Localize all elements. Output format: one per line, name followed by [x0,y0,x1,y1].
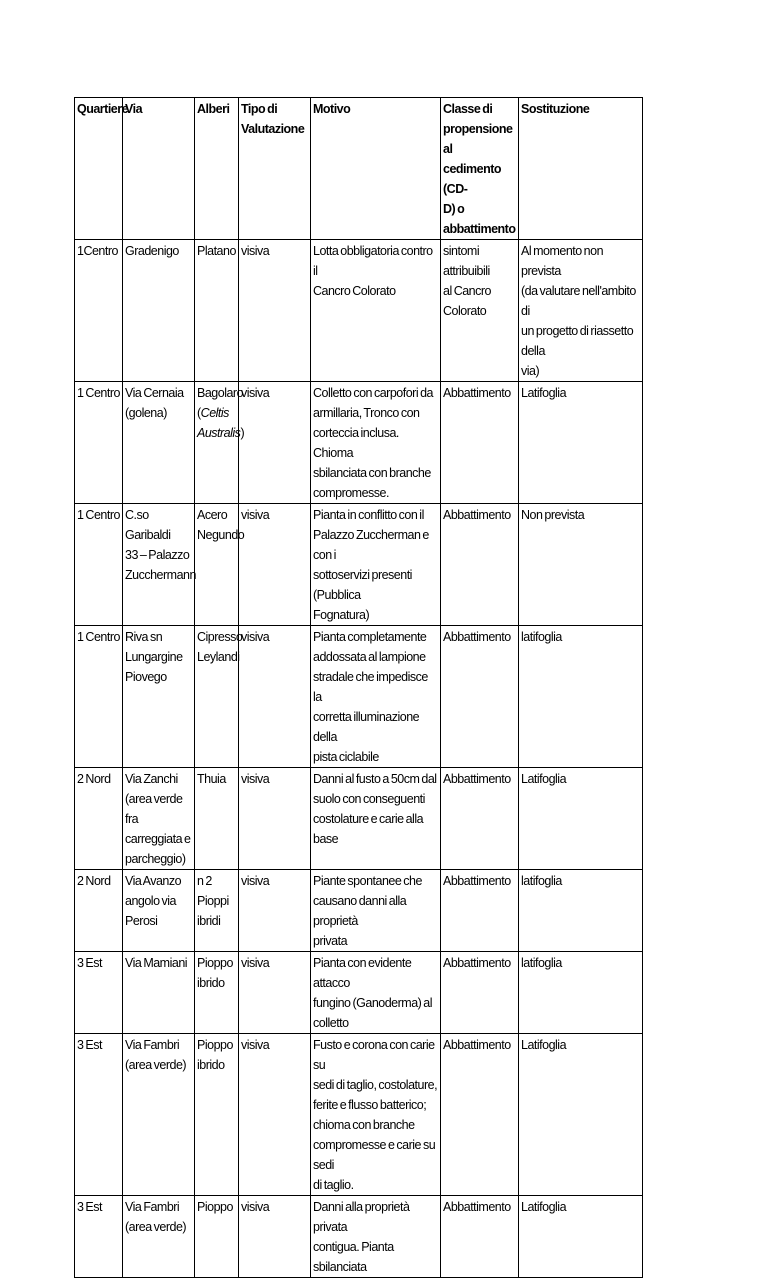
cell-motivo: Fusto e corona con carie su sedi di taglio, costolature, ferite e flusso batterico; chioma con branche compromesse e carie su sedi di taglio. [311,1034,441,1196]
cell-alberi: Cipresso Leylandi [195,626,239,768]
cell-sostituzione: Non prevista [519,504,643,626]
cell-via: Via Zanchi (area verde fra carreggiata e parcheggio) [123,768,195,870]
cell-sostituzione: Latifoglia [519,1034,643,1196]
cell-tipo: visiva [239,626,311,768]
table-row [75,504,643,626]
cell-motivo: Piante spontanee che causano danni alla proprietà privata [311,870,441,952]
cell-tipo: visiva [239,240,311,382]
cell-tipo: visiva [239,1196,311,1278]
table-row [75,382,643,504]
cell-alberi: Pioppo ibrido [195,952,239,1034]
table-row [75,626,643,768]
cell-quartiere: 3 Est [75,1196,123,1278]
cell-alberi: Acero Negundo [195,504,239,626]
table-row [75,952,643,1034]
cell-quartiere: 1 Centro [75,626,123,768]
cell-quartiere: 3 Est [75,1034,123,1196]
cell-tipo: visiva [239,768,311,870]
cell-alberi: Pioppo ibrido [195,1034,239,1196]
cell-tipo: visiva [239,382,311,504]
cell-via: Riva sn Lungargine Piovego [123,626,195,768]
table-row [75,1196,643,1278]
cell-sostituzione: Latifoglia [519,768,643,870]
cell-classe: sintomi attribuibili al Cancro Colorato [441,240,519,382]
cell-classe: Abbattimento [441,870,519,952]
cell-alberi: Platano [195,240,239,382]
cell-sostituzione: Latifoglia [519,382,643,504]
header-motivo: Motivo [311,98,441,240]
cell-via: Via Fambri (area verde) [123,1034,195,1196]
cell-via: Via Cernaia (golena) [123,382,195,504]
header-sostituzione: Sostituzione [519,98,643,240]
cell-quartiere: 1 Centro [75,382,123,504]
cell-tipo: visiva [239,1034,311,1196]
table-row [75,1034,643,1196]
cell-classe: Abbattimento [441,1034,519,1196]
cell-classe: Abbattimento [441,626,519,768]
cell-via: Via Fambri (area verde) [123,1196,195,1278]
cell-quartiere: 1 Centro [75,504,123,626]
cell-via: Via Mamiani [123,952,195,1034]
cell-via: C.so Garibaldi 33 – Palazzo Zucchermann [123,504,195,626]
header-via: Via [123,98,195,240]
table-row [75,240,643,382]
header-classe: Classe di propensione al cedimento (CD- D) o abbattimento [441,98,519,240]
cell-classe: Abbattimento [441,504,519,626]
header-tipo-valutazione: Tipo di Valutazione [239,98,311,240]
cell-quartiere: 2 Nord [75,768,123,870]
cell-motivo: Colletto con carpofori da armillaria, Tronco con corteccia inclusa. Chioma sbilanciata con branche compromesse. [311,382,441,504]
cell-quartiere: 1Centro [75,240,123,382]
cell-sostituzione: latifoglia [519,626,643,768]
table-row [75,768,643,870]
table-row [75,870,643,952]
cell-motivo: Danni al fusto a 50cm dal suolo con conseguenti costolature e carie alla base [311,768,441,870]
cell-motivo: Pianta con evidente attacco fungino (Ganoderma) al colletto [311,952,441,1034]
cell-classe: Abbattimento [441,768,519,870]
cell-classe: Abbattimento [441,382,519,504]
cell-alberi: n 2 Pioppi ibridi [195,870,239,952]
cell-tipo: visiva [239,504,311,626]
cell-sostituzione: latifoglia [519,952,643,1034]
cell-via: Gradenigo [123,240,195,382]
cell-classe: Abbattimento [441,952,519,1034]
cell-sostituzione: Al momento non prevista (da valutare nell'ambito di un progetto di riassetto della via) [519,240,643,382]
cell-sostituzione: latifoglia [519,870,643,952]
cell-alberi: Thuia [195,768,239,870]
cell-alberi: Pioppo [195,1196,239,1278]
cell-quartiere: 2 Nord [75,870,123,952]
cell-sostituzione: Latifoglia [519,1196,643,1278]
cell-alberi: Bagolaro (Celtis Australis) [195,382,239,504]
cell-motivo: Pianta completamente addossata al lampione stradale che impedisce la corretta illuminazione della pista ciclabile [311,626,441,768]
cell-motivo: Pianta in conflitto con il Palazzo Zuccherman e con i sottoservizi presenti (Pubblica Fognatura) [311,504,441,626]
cell-quartiere: 3 Est [75,952,123,1034]
table-header-row [75,98,643,240]
cell-motivo: Lotta obbligatoria contro il Cancro Colorato [311,240,441,382]
tree-felling-table [74,97,643,1278]
cell-tipo: visiva [239,870,311,952]
cell-via: Via Avanzo angolo via Perosi [123,870,195,952]
cell-motivo: Danni alla proprietà privata contigua. Pianta sbilanciata [311,1196,441,1278]
header-alberi: Alberi [195,98,239,240]
header-quartiere: Quartiere [75,98,123,240]
cell-tipo: visiva [239,952,311,1034]
cell-classe: Abbattimento [441,1196,519,1278]
